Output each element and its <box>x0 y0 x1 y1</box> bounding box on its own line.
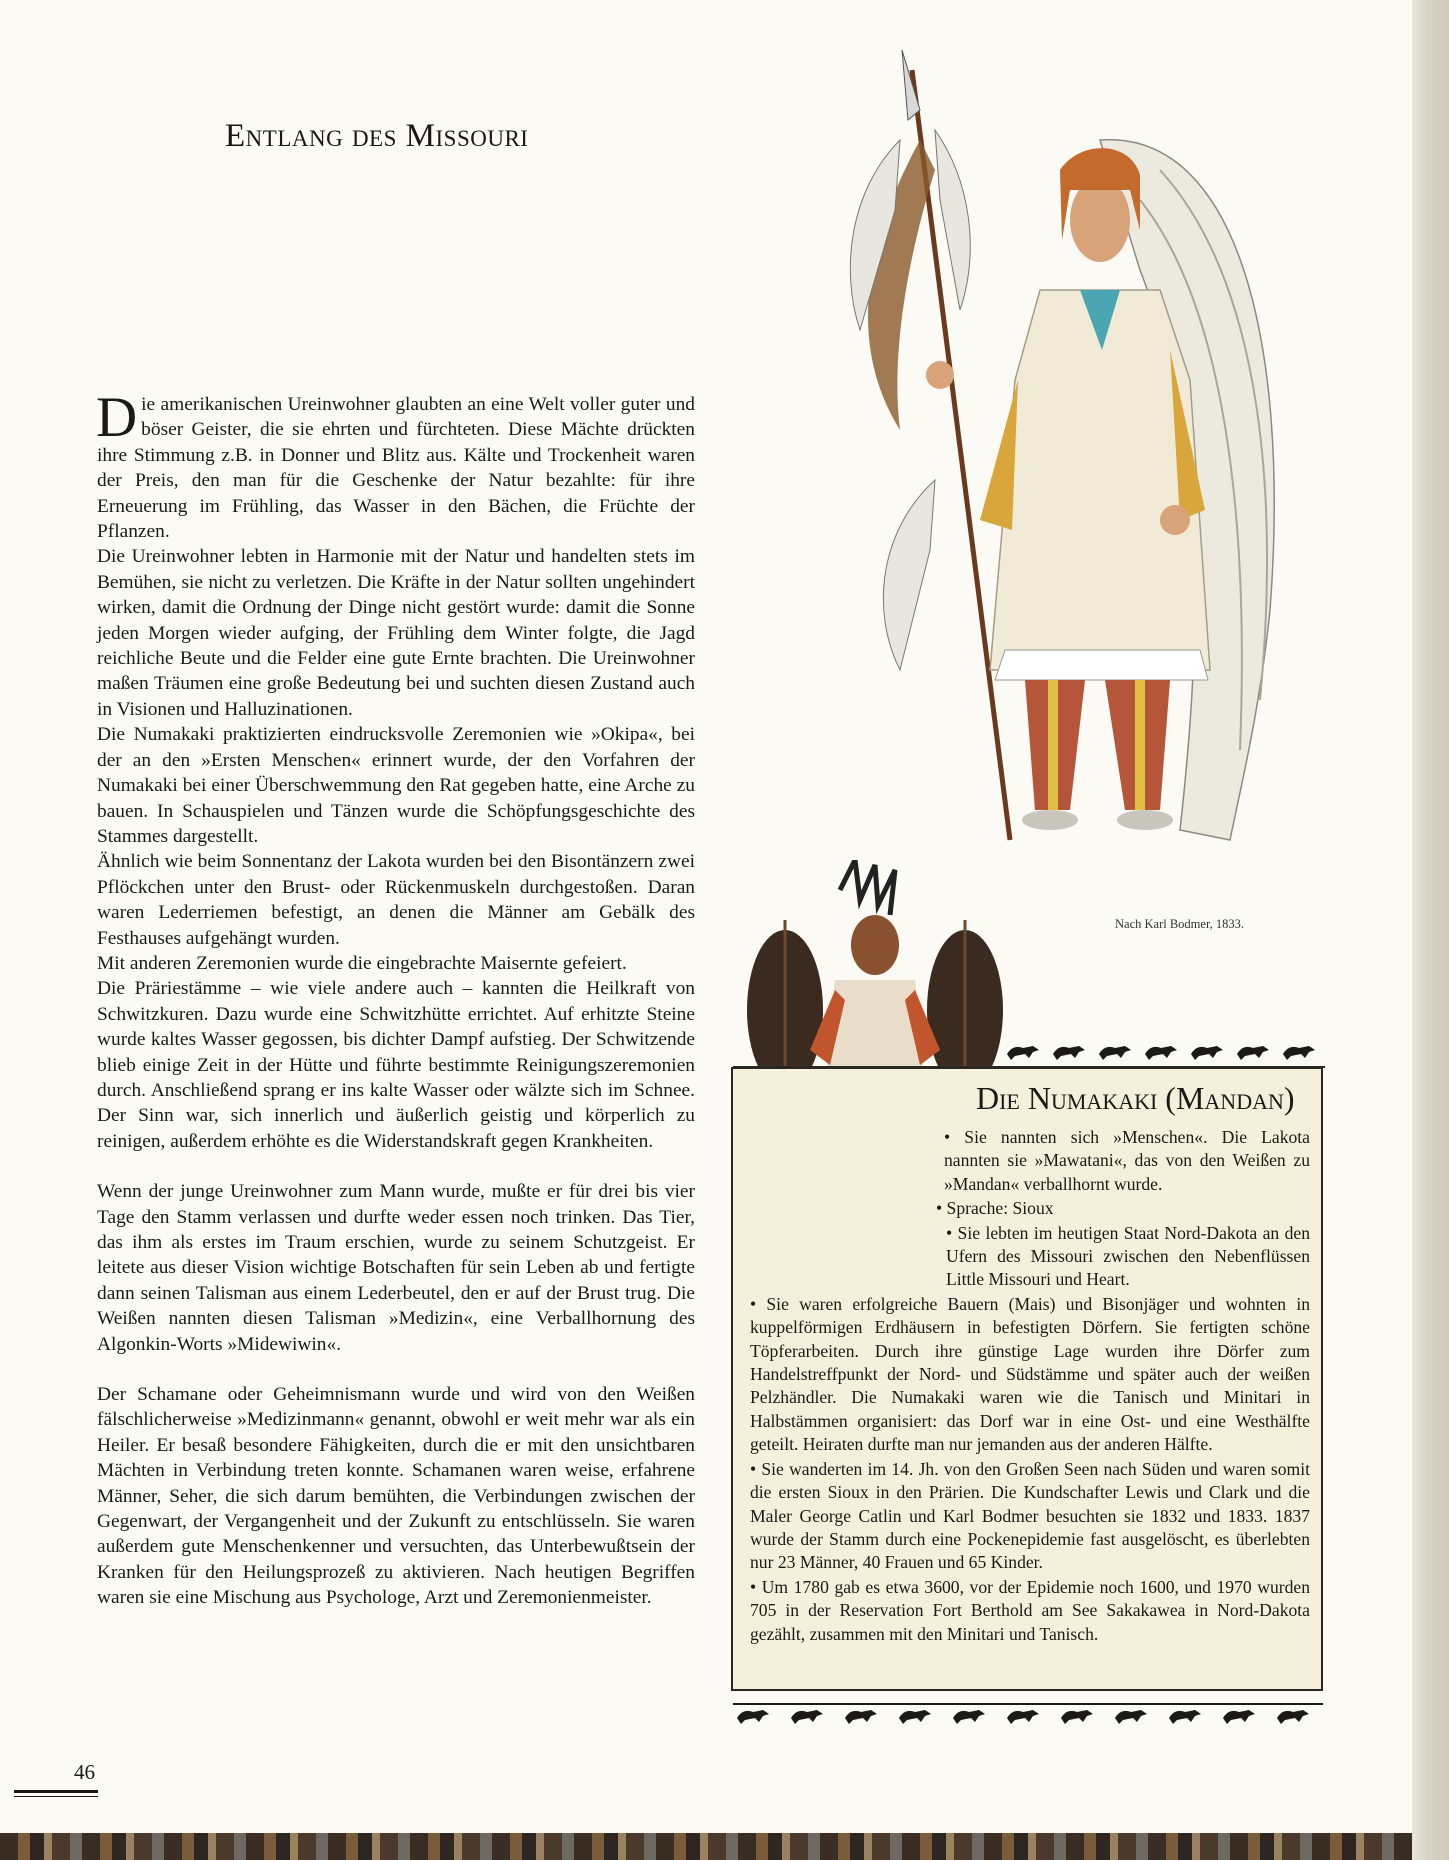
paragraph-1: Die amerikanischen Ureinwohner glaubten an eine Welt voller guter und böser Geister, die sie ehrten und fürchteten. Diese Mächte drückten ihre Stimmung z.B. in Donner und Blitz aus. Kälte und Trockenheit waren der Preis, den man für die Geschenke der Natur bezahlte: für ihre Erneuerung im Frühling, das Wasser in den Bächen, die Früchte der Pflanzen. <box>96 386 695 543</box>
info-box-text <box>750 1126 1310 1647</box>
info-item-1: • Sie nannten sich »Menschen«. Die Lakota nannten sie »Mawatani«, das von den Weißen zu »Mandan« verballhornt wurde. <box>944 1127 1310 1194</box>
illustration-caption: Nach Karl Bodmer, 1833. <box>1115 917 1244 931</box>
paragraph-6: Die Präriestämme – wie viele andere auch – kannten die Heilkraft von Schwitzkuren. Dazu wurde eine Schwitzhütte errichtet. Auf erhitzte Steine wurde kaltes Wasser gegossen, bis dichter Dampf aufstieg. Der Schwitzende blieb einige Zeit in der Hütte und führte bestimmte Reinigungszeremonien durch. Anschließend sprang er ins kalte Wasser oder wälzte sich im Schnee. Der Sinn war, sich innerlich und äußerlich geistig und körperlich zu reinigen, außerdem erhöhte es die Widerstandskraft gegen Krankheiten. <box>97 978 695 1152</box>
body-text <box>96 386 695 1611</box>
paragraph-4: Ähnlich wie beim Sonnentanz der Lakota wurden bei den Bisontänzern zwei Pflöckchen unter den Brust- oder Rückenmuskeln durchgestoßen. Daran waren Lederriemen befestigt, an denen die Männer am Gebälk des Festhauses aufgehängt wurden. <box>97 851 695 949</box>
paragraph-7: Wenn der junge Ureinwohner zum Mann wurde, mußte er für drei bis vier Tage den Stamm verlassen und durfte weder essen noch trinken. Das Tier, das ihm als erstes im Traum erschien, wurde zu seinem Schutzgeist. Er leitete aus dieser Vision wichtige Botschaften für sein Leben ab und fertigte dann seinen Talisman aus einem Lederbeutel, den er auf der Brust trug. Die Weißen nannten diesen Talisman »Medizin«, eine Verballhornung des Algonkin-Worts »Midewiwin«. <box>97 1181 695 1355</box>
info-item-6: • Um 1780 gab es etwa 3600, vor der Epidemie noch 1600, und 1970 wurden 705 in der Reservation Fort Berthold am See Sakakawea in Nord-Dakota gezählt, zusammen mit den Minitari und Tanisch. <box>750 1576 1310 1644</box>
info-item-2: • Sprache: Sioux <box>936 1198 1054 1219</box>
paragraph-2: Die Ureinwohner lebten in Harmonie mit der Natur und handelten stets im Bemühen, sie nicht zu verletzen. Die Kräfte in der Natur sollten ungehindert wirken, damit die Ordnung der Dinge nicht gestört wurde: damit die Sonne jeden Morgen wieder aufging, der Frühling dem Winter folgte, die Jagd reichliche Beute und die Felder eine gute Ernte brachten. Die Ureinwohner maßen Träumen eine große Bedeutung bei und suchten diesen Zustand auch in Visionen und Halluzinationen. <box>97 546 695 720</box>
chief-illustration <box>840 50 1300 850</box>
page-gutter <box>1412 0 1449 1860</box>
page-number-rule <box>14 1790 98 1793</box>
drop-cap: D <box>96 386 138 449</box>
info-item-4: • Sie waren erfolgreiche Bauern (Mais) und Bisonjäger und wohnten in kuppelförmigen Erdhäusern in befestigten Dörfern. Sie fertigten schöne Töpferarbeiten. Durch ihre günstige Lage wurden ihre Dörfer zum Handelstreffpunkt der Nord- und Südstämme und später auch der weißen Pelzhändler. Die Numakaki waren wie die Tanisch und Minitari in Halbstämmen organisiert: das Dorf war in eine Ost- und eine Westhälfte geteilt. Heiraten durfte man nur jemanden aus der anderen Hälfte. <box>750 1293 1310 1455</box>
paragraph-3: Die Numakaki praktizierten eindrucksvolle Zeremonien wie »Okipa«, bei der an den »Ersten Menschen« erinnert wurde, der den Vorfahren der Numakaki bei einer Überschwemmung den Rat gegeben hatte, eine Arche zu bauen. In Schauspielen und Tänzen wurde die Schöpfungsgeschichte des Stammes dargestellt. <box>97 724 695 847</box>
horse-border-bottom <box>733 1702 1323 1724</box>
paragraph-8: Der Schamane oder Geheimnismann wurde und wird von den Weißen fälschlicherweise »Medizinmann« genannt, obwohl er weit mehr war als ein Heiler. Er besaß besondere Fähigkeiten, durch die er mit den unsichtbaren Mächten in Verbindung treten konnte. Schamanen waren weise, erfahrene Männer, Seher, die sich darum bemühten, die Verbindungen zwischen der Gegenwart, der Vergangenheit und der Zukunft zu entschlüsseln. Sie waren außerdem gute Menschenkenner und versuchten, das Unterbewußtsein der Kranken für den Heilungsprozeß zu aktivieren. Nach heutigen Begriffen waren sie eine Mischung aus Psychologe, Arzt und Zeremonienmeister. <box>97 1384 695 1609</box>
info-box-title: Die Numakaki (Mandan) <box>976 1080 1295 1116</box>
page-title: Entlang des Missouri <box>225 118 529 154</box>
footer-decorative-strip <box>0 1833 1412 1860</box>
paragraph-5: Mit anderen Zeremonien wurde die eingebrachte Maisernte gefeiert. <box>97 952 627 974</box>
info-item-5: • Sie wanderten im 14. Jh. von den Großen Seen nach Süden und waren somit die ersten Sioux in den Prärien. Die Kundschafter Lewis und Clark und die Maler George Catlin und Karl Bodmer besuchten sie 1832 und 1833. 1837 wurde der Stamm durch eine Pockenepidemie fast ausgelöscht, es überlebten nur 23 Männer, 40 Frauen und 65 Kinder. <box>750 1458 1310 1573</box>
page-number: 46 <box>74 1760 95 1784</box>
page-number-rule-thin <box>14 1796 98 1797</box>
info-item-3: • Sie lebten im heutigen Staat Nord-Dakota an den Ufern des Missouri zwischen den Nebenflüssen Little Missouri und Heart. <box>946 1222 1310 1290</box>
horse-border-top <box>1003 1040 1325 1062</box>
